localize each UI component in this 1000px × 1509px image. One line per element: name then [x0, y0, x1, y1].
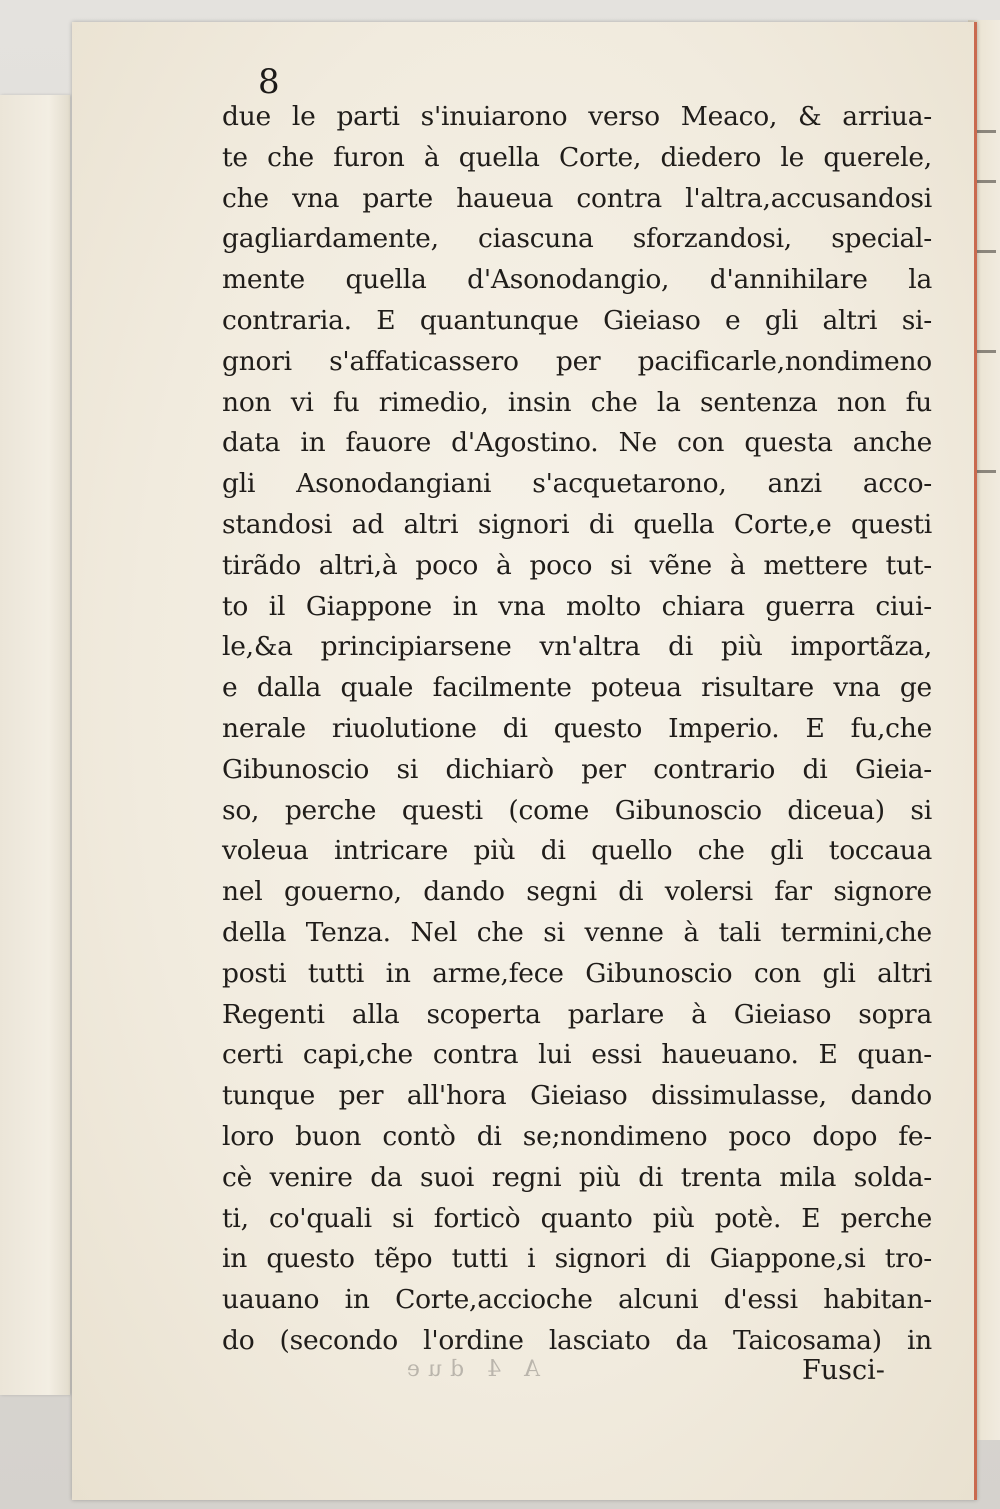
text-line: standosi ad altri signori di quella Corte,e questi [222, 509, 932, 540]
text-line: gagliardamente, ciascuna sforzandosi, special- [222, 223, 932, 255]
facing-page-ink [976, 180, 996, 183]
text-line: posti tutti in arme,fece Gibunoscio con gli altri [222, 957, 932, 989]
text-line: due le parti s'inuiarono verso Meaco, & arriua- [222, 101, 932, 132]
text-line: loro buon contò di se;nondimeno poco dopo fe- [222, 1121, 932, 1152]
text-line: le,&a principiarsene vn'altra di più importãza, [222, 631, 932, 663]
facing-page-ink [976, 250, 996, 253]
facing-page-ink [976, 470, 996, 473]
text-line: so, perche questi (come Gibunoscio diceua) si [222, 794, 932, 826]
text-line: in questo tẽpo tutti i signori di Giappone,si tro- [222, 1243, 932, 1275]
text-line: e dalla quale facilmente poteua risultare vna ge [222, 672, 932, 704]
underlying-sheet [0, 95, 70, 1395]
text-line: ti, co'quali si forticò quanto più potè. E perche [222, 1202, 932, 1234]
text-line: non vi fu rimedio, insin che la sentenza non fu [222, 386, 932, 418]
text-line: to il Giappone in vna molto chiara guerra ciui- [222, 590, 932, 622]
text-line: Gibunoscio si dichiarò per contrario di Gieia- [222, 753, 932, 785]
text-line: tunque per all'hora Gieiaso dissimulasse, dando [222, 1080, 932, 1112]
bleed-through-signature: A 4 due [398, 1357, 540, 1382]
text-line: cè venire da suoi regni più di trenta mila solda- [222, 1161, 932, 1193]
text-line: che vna parte haueua contra l'altra,accusandosi [222, 182, 932, 214]
facing-page-ink [976, 350, 996, 353]
text-line: gli Asonodangiani s'acquetarono, anzi acco- [222, 468, 932, 500]
text-line: uauano in Corte,accioche alcuni d'essi habitan- [222, 1284, 932, 1316]
page-number: 8 [258, 62, 280, 102]
text-line: tirãdo altri,à poco à poco si vẽne à mettere tut- [222, 549, 932, 581]
text-line: data in fauore d'Agostino. Ne con questa anche [222, 427, 932, 459]
text-line: do (secondo l'ordine lasciato da Taicosama) in [222, 1325, 932, 1356]
text-line: mente quella d'Asonodangio, d'annihilare la [222, 264, 932, 296]
text-line: te che furon à quella Corte, diedero le querele, [222, 141, 932, 173]
text-line: voleua intricare più di quello che gli toccaua [222, 835, 932, 867]
facing-page-ink [976, 130, 996, 133]
text-line: contraria. E quantunque Gieiaso e gli altri si- [222, 305, 932, 336]
text-line: della Tenza. Nel che si venne à tali termini,che [222, 917, 932, 948]
text-line: gnori s'affaticassero per pacificarle,nondimeno [222, 345, 932, 377]
text-line: nerale riuolutione di questo Imperio. E fu,che [222, 713, 932, 744]
catchword: Fusci- [802, 1355, 885, 1386]
text-line: Regenti alla scoperta parlare à Gieiaso sopra [222, 998, 932, 1030]
text-line: nel gouerno, dando segni di volersi far signore [222, 876, 932, 908]
text-line: certi capi,che contra lui essi haueuano. E quan- [222, 1039, 932, 1071]
